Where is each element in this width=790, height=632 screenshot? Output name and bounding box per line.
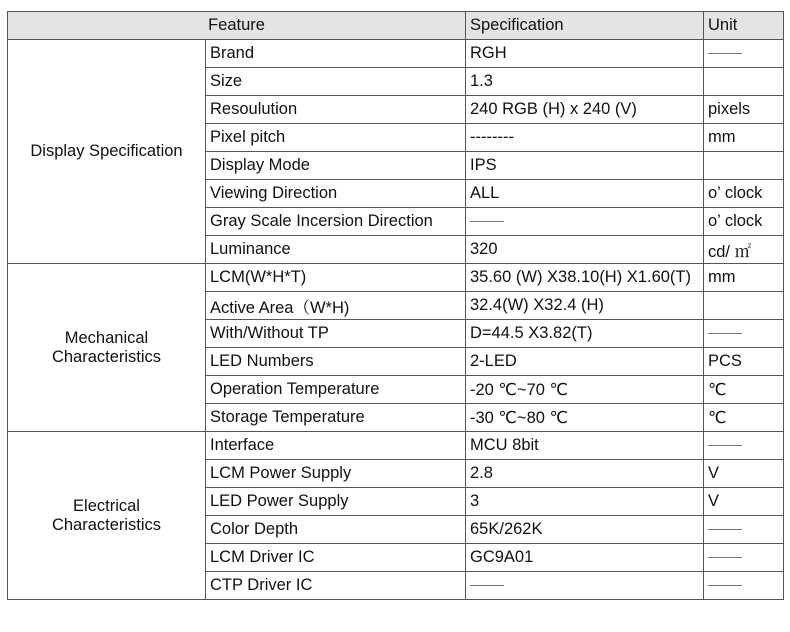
- spec-cell: 2-LED: [466, 348, 704, 376]
- unit-cell: V: [704, 460, 784, 488]
- group-title-line: Mechanical: [64, 328, 149, 347]
- dash-mark: [708, 53, 742, 54]
- group-title-line: Characteristics: [51, 515, 162, 534]
- table-row: [8, 40, 784, 68]
- unit-cell: [704, 544, 784, 572]
- dash-mark: [470, 585, 504, 586]
- unit-cell: pixels: [704, 96, 784, 124]
- unit-cell: [704, 572, 784, 600]
- unit-cell: PCS: [704, 348, 784, 376]
- spec-cell: ALL: [466, 180, 704, 208]
- feature-cell: LCM Driver IC: [206, 544, 466, 572]
- spec-cell: D=44.5 X3.82(T): [466, 320, 704, 348]
- unit-cell: o’ clock: [704, 180, 784, 208]
- table-header-row: [8, 12, 784, 40]
- group-title-line: Characteristics: [51, 347, 162, 366]
- spec-cell: -20 ℃~70 ℃: [466, 376, 704, 404]
- feature-cell: Pixel pitch: [206, 124, 466, 152]
- feature-cell: LCM(W*H*T): [206, 264, 466, 292]
- unit-cell: ℃: [704, 376, 784, 404]
- dash-mark: [708, 445, 742, 446]
- spec-cell: RGH: [466, 40, 704, 68]
- header-specification: Specification: [466, 12, 704, 40]
- feature-cell: LED Power Supply: [206, 488, 466, 516]
- spec-cell: 2.8: [466, 460, 704, 488]
- header-unit: Unit: [704, 12, 784, 40]
- spec-cell: 3: [466, 488, 704, 516]
- feature-cell: Size: [206, 68, 466, 96]
- header-feature: Feature: [8, 12, 466, 40]
- feature-cell: Brand: [206, 40, 466, 68]
- feature-cell: Color Depth: [206, 516, 466, 544]
- unit-cell: [704, 432, 784, 460]
- spec-cell: MCU 8bit: [466, 432, 704, 460]
- group-title: [8, 264, 206, 432]
- unit-cell: mm: [704, 264, 784, 292]
- feature-cell: CTP Driver IC: [206, 572, 466, 600]
- feature-cell: Luminance: [206, 236, 466, 264]
- spec-cell: 240 RGB (H) x 240 (V): [466, 96, 704, 124]
- feature-cell: With/Without TP: [206, 320, 466, 348]
- unit-cell: [704, 40, 784, 68]
- spec-cell: -30 ℃~80 ℃: [466, 404, 704, 432]
- unit-cell: [704, 152, 784, 180]
- unit-cell: [704, 68, 784, 96]
- unit-cell: [704, 320, 784, 348]
- feature-cell: Storage Temperature: [206, 404, 466, 432]
- spec-cell: 65K/262K: [466, 516, 704, 544]
- group-title-line: Electrical: [73, 496, 140, 515]
- feature-cell: Gray Scale Incersion Direction: [206, 208, 466, 236]
- spec-cell: 1.3: [466, 68, 704, 96]
- dash-mark: [708, 529, 742, 530]
- dash-mark: [708, 585, 742, 586]
- table-body: [8, 40, 784, 600]
- dash-mark: [708, 557, 742, 558]
- spec-table: [7, 11, 784, 600]
- spec-cell: [466, 208, 704, 236]
- spec-cell: 32.4(W) X32.4 (H): [466, 292, 704, 320]
- spec-cell: [466, 572, 704, 600]
- unit-cell: mm: [704, 124, 784, 152]
- group-title: Display Specification: [8, 40, 206, 264]
- feature-cell: Viewing Direction: [206, 180, 466, 208]
- feature-cell: LED Numbers: [206, 348, 466, 376]
- spec-cell: IPS: [466, 152, 704, 180]
- table-row: [8, 264, 784, 292]
- feature-cell: LCM Power Supply: [206, 460, 466, 488]
- table-row: [8, 432, 784, 460]
- spec-cell: 35.60 (W) X38.10(H) X1.60(T): [466, 264, 704, 292]
- spec-cell: GC9A01: [466, 544, 704, 572]
- feature-cell: Operation Temperature: [206, 376, 466, 404]
- unit-cell: [704, 292, 784, 320]
- group-title: [8, 432, 206, 600]
- feature-cell: Resoulution: [206, 96, 466, 124]
- unit-cell: [704, 516, 784, 544]
- dash-mark: [470, 221, 504, 222]
- unit-cell: o’ clock: [704, 208, 784, 236]
- unit-cell: V: [704, 488, 784, 516]
- spec-cell: 320: [466, 236, 704, 264]
- feature-cell: Active Area（W*H): [206, 292, 466, 320]
- feature-cell: Interface: [206, 432, 466, 460]
- unit-cell: ℃: [704, 404, 784, 432]
- dash-mark: [708, 333, 742, 334]
- unit-cell: cd/ ㎡: [704, 236, 784, 264]
- spec-cell: --------: [466, 124, 704, 152]
- feature-cell: Display Mode: [206, 152, 466, 180]
